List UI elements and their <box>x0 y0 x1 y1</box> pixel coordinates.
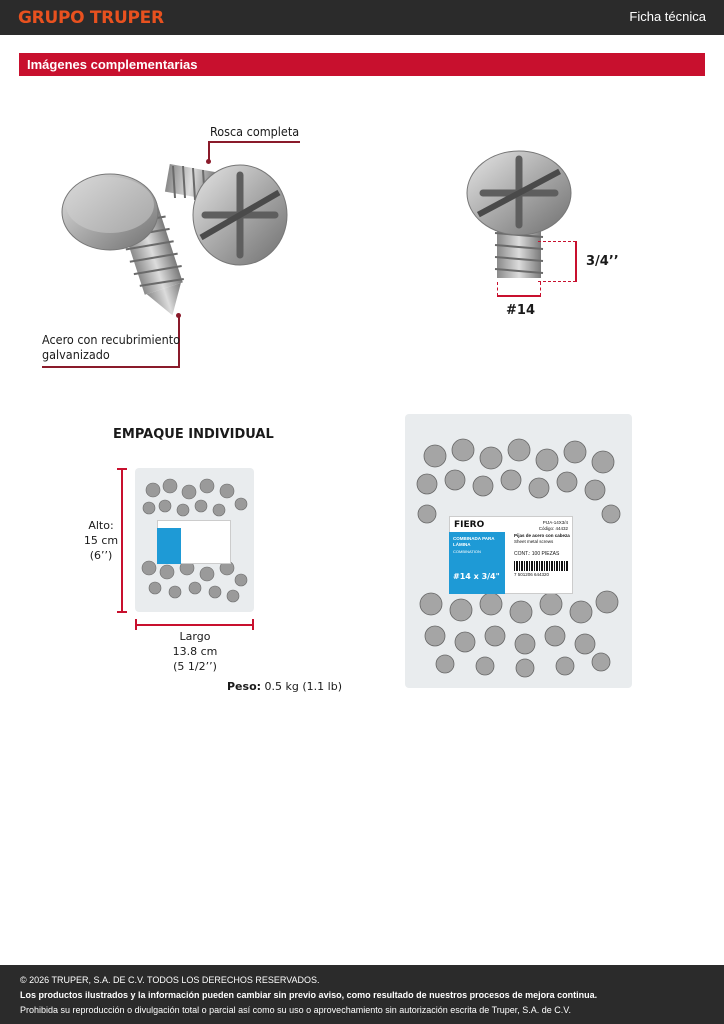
height-label <box>80 518 122 563</box>
length-dim-top <box>538 241 576 242</box>
width-label-in: (5 1/2’’) <box>173 660 217 673</box>
length-dim-bar <box>575 241 577 282</box>
document-type: Ficha técnica <box>629 9 706 24</box>
label-code: PIJA-14X3/4 <box>542 520 568 525</box>
large-bag-label-blue <box>449 532 505 594</box>
width-dim-bar <box>135 624 254 626</box>
label-type-es: COMBINADA PARA LÁMINA <box>453 536 495 547</box>
label-brand: FIERO <box>454 520 485 530</box>
width-dim-right <box>252 619 254 630</box>
width-label <box>160 629 230 674</box>
callout-thread-dot <box>206 159 211 164</box>
width-label-title: Largo <box>179 630 211 643</box>
gauge-dim-right <box>540 282 541 296</box>
footer <box>0 965 724 1024</box>
package-large-image <box>405 414 632 688</box>
label-desc-en: Sheet metal screws <box>514 539 554 544</box>
height-dim-top <box>117 468 127 470</box>
package-small-image <box>135 468 254 612</box>
callout-thread: Rosca completa <box>210 124 300 139</box>
screw-pair-illustration <box>55 150 295 320</box>
gauge-dim-bar <box>497 295 541 297</box>
label-codigo: Código: 44432 <box>538 526 568 531</box>
gauge-dim-left <box>497 282 498 296</box>
callout-coating-line2: galvanizado <box>42 347 110 362</box>
width-dim-left <box>135 619 137 630</box>
screw-dimension-illustration <box>465 145 575 285</box>
height-label-in: (6’’) <box>89 549 113 562</box>
length-dim-bottom <box>538 281 576 282</box>
weight-label <box>227 679 342 694</box>
section-header <box>19 53 705 76</box>
weight-label-title: Peso: <box>227 680 262 693</box>
label-content: CONT.: 100 PIEZAS <box>514 551 560 557</box>
package-title: EMPAQUE INDIVIDUAL <box>113 427 274 442</box>
brand-logo: GRUPO TRUPER <box>18 8 164 28</box>
top-bar <box>0 0 724 35</box>
footer-copyright: © 2026 TRUPER, S.A. DE C.V. TODOS LOS DERECHOS RESERVADOS. <box>20 975 320 985</box>
label-desc-es: Pijas de acero con cabeza <box>514 533 570 538</box>
callout-thread-leader <box>208 141 210 161</box>
label-barcode: 7 501206 644320 <box>514 572 550 577</box>
label-barcode-bars <box>514 561 568 571</box>
callout-coating-line <box>42 366 180 368</box>
small-bag-label-blue <box>157 528 181 564</box>
callout-thread-line <box>208 141 300 143</box>
width-label-cm: 13.8 cm <box>172 645 218 658</box>
footer-notice: Los productos ilustrados y la información pueden cambiar sin previo aviso, como resultado de nuestros procesos de mejora continua. <box>20 990 598 1000</box>
callout-coating-line1: Acero con recubrimiento <box>42 332 181 347</box>
footer-prohibition: Prohibida su reproducción o divulgación total o parcial así como su uso o aprovechamiento sin autorización escrita de Truper, S.A. de C.V. <box>20 1005 571 1015</box>
gauge-dimension: #14 <box>506 303 535 318</box>
height-label-cm: 15 cm <box>83 534 119 547</box>
length-dimension: 3/4’’ <box>586 254 619 269</box>
section-title: Imágenes complementarias <box>27 57 198 72</box>
label-size: #14 x 3/4" <box>453 572 500 581</box>
weight-value: 0.5 kg (1.1 lb) <box>264 680 342 693</box>
height-label-title: Alto: <box>88 519 114 532</box>
label-type-en: COMBINATION <box>453 549 481 554</box>
height-dim-bottom <box>117 611 127 613</box>
